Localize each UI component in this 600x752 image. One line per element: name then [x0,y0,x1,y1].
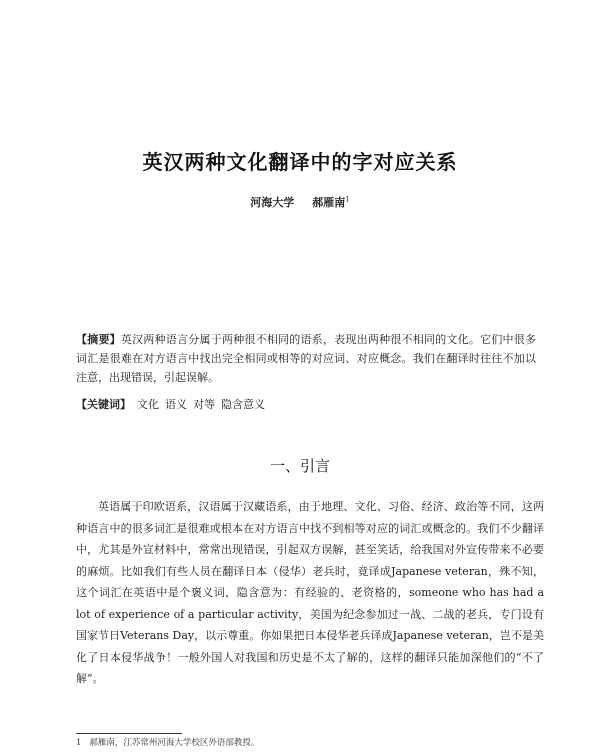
author-line [0,194,600,210]
abstract [76,330,536,387]
affiliation: 河海大学 [250,196,295,209]
section-heading: 一、引言 [269,457,330,475]
keywords [76,395,265,414]
footnote-number: 1 [76,738,82,748]
keyword: 对等 [193,398,215,411]
keywords-label: 【关键词】 [76,398,131,411]
keyword: 隐含意义 [221,398,265,411]
author-name: 郝雁南 [312,196,346,209]
footnote-text: 郝雁南，江苏常州河海大学校区外语部教授。 [89,738,260,748]
footnote-divider [76,733,182,734]
abstract-text: 英汉两种语言分属于两种很不相同的语系，表现出两种很不相同的文化。它们中很多词汇是很难在对方语言中找出完全相同或相等的对应词、对应概念。我们在翻译时往往不加以注意，出现错误，引起误解。 [76,333,537,384]
abstract-label: 【摘要】 [76,333,121,346]
author-footnote-mark: 1 [345,195,350,204]
keyword: 语义 [165,398,187,411]
paper-title: 英汉两种文化翻译中的字对应关系 [142,150,458,174]
keyword: 文化 [137,398,159,411]
body-paragraph: 英语属于印欧语系，汉语属于汉藏语系，由于地理、文化、习俗、经济、政治等不同，这两种语言中的很多词汇是很难或根本在对方语言中找不到相等对应的词汇或概念的。我们不少翻译中，尤其是外宣材料中，常常出现错误，引起双方误解，甚至笑话，给我国对外宣传带来不必要的麻烦。比如我们有些人员在翻译日本（侵华）老兵时，竟译成Japanese veteran，殊不知，这个词汇在英语中是个褒义词，隐含意为：有经验的、老资格的，someone who has had a lot of experience of a particular activity，美国为纪念参加过一战、二战的老兵，专门设有国家节日Veterans Day，以示尊重。你如果把日本侵华老兵译成Japanese veteran，岂不是美化了日本侵华战争！一般外国人对我国和历史是不太了解的，这样的翻译只能加深他们的“不了解”。 [76,500,544,685]
footnote [76,736,259,748]
